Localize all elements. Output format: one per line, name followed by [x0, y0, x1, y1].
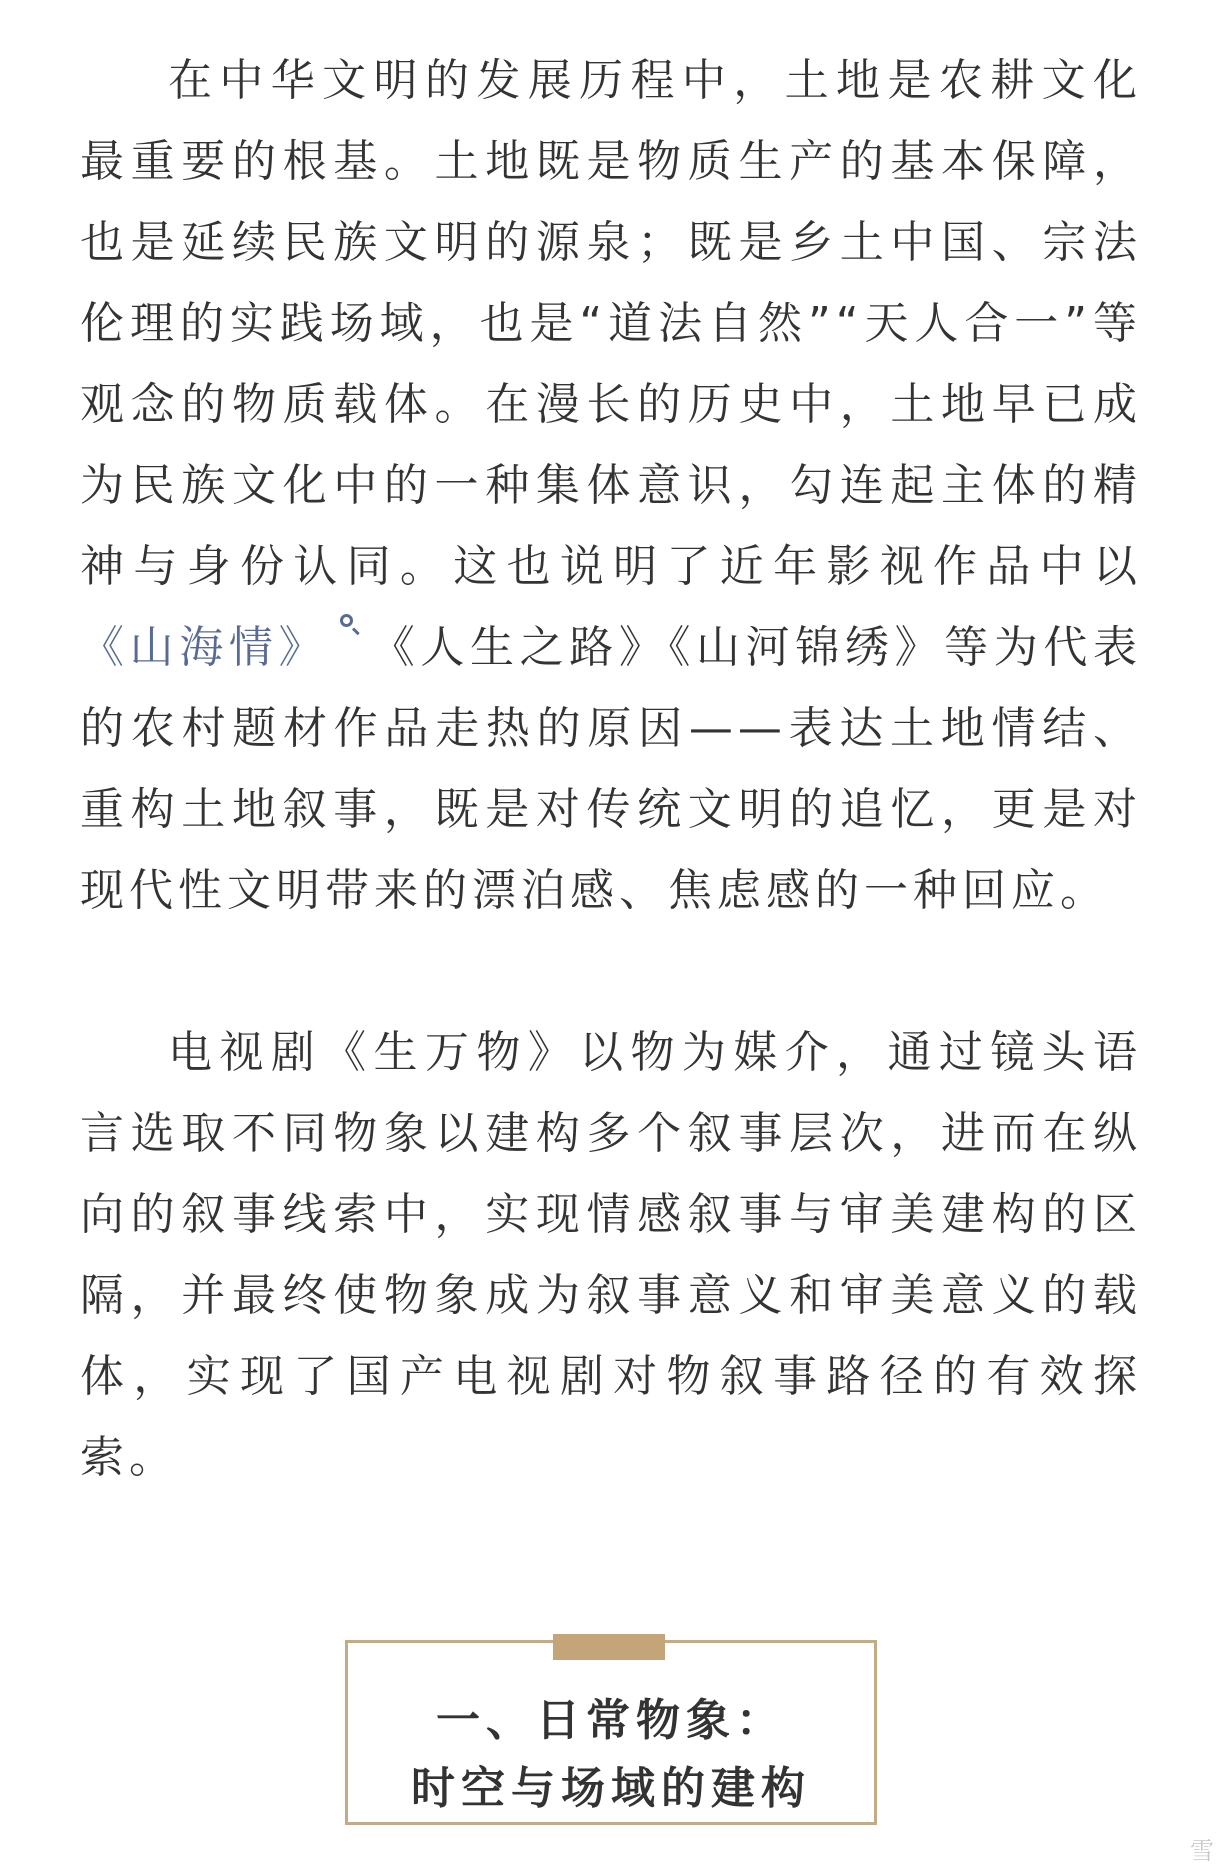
paragraph-land-text-after: 《人生之路》《山河锦绣》等为代表的农村题材作品走热的原因——表达土地情结、重构土地叙事，既是对传统文明的追忆，更是对现代性文明带来的漂泊感、焦虑感的一种回应。 — [80, 622, 1143, 916]
search-icon[interactable] — [336, 610, 366, 640]
paragraph-land — [80, 40, 1142, 931]
section-heading — [348, 1687, 874, 1823]
watermark: 雪 — [1190, 1837, 1214, 1865]
section-heading-line2: 时空与场域的建构 — [411, 1763, 811, 1814]
article-body — [80, 40, 1142, 1498]
paragraph-land-text-before: 在中华文明的发展历程中，土地是农耕文化最重要的根基。土地既是物质生产的基本保障，也是延续民族文明的源泉；既是乡土中国、宗法伦理的实践场域，也是“道法自然”“天人合一”等观念的物质载体。在漫长的历史中，土地早已成为民族文化中的一种集体意识，勾连起主体的精神与身份认同。这也说明了近年影视作品中以 — [80, 55, 1142, 592]
shanhaiqing-link[interactable]: 《山海情》 — [80, 622, 329, 673]
section-heading-box — [345, 1640, 877, 1825]
section-heading-tab — [553, 1634, 665, 1660]
section-heading-line1: 一、日常物象： — [436, 1695, 786, 1746]
paragraph-shengwanwu: 电视剧《生万物》以物为媒介，通过镜头语言选取不同物象以建构多个叙事层次，进而在纵向的叙事线索中，实现情感叙事与审美建构的区隔，并最终使物象成为叙事意义和审美意义的载体，实现了国产电视剧对物叙事路径的有效探索。 — [80, 1027, 1142, 1483]
